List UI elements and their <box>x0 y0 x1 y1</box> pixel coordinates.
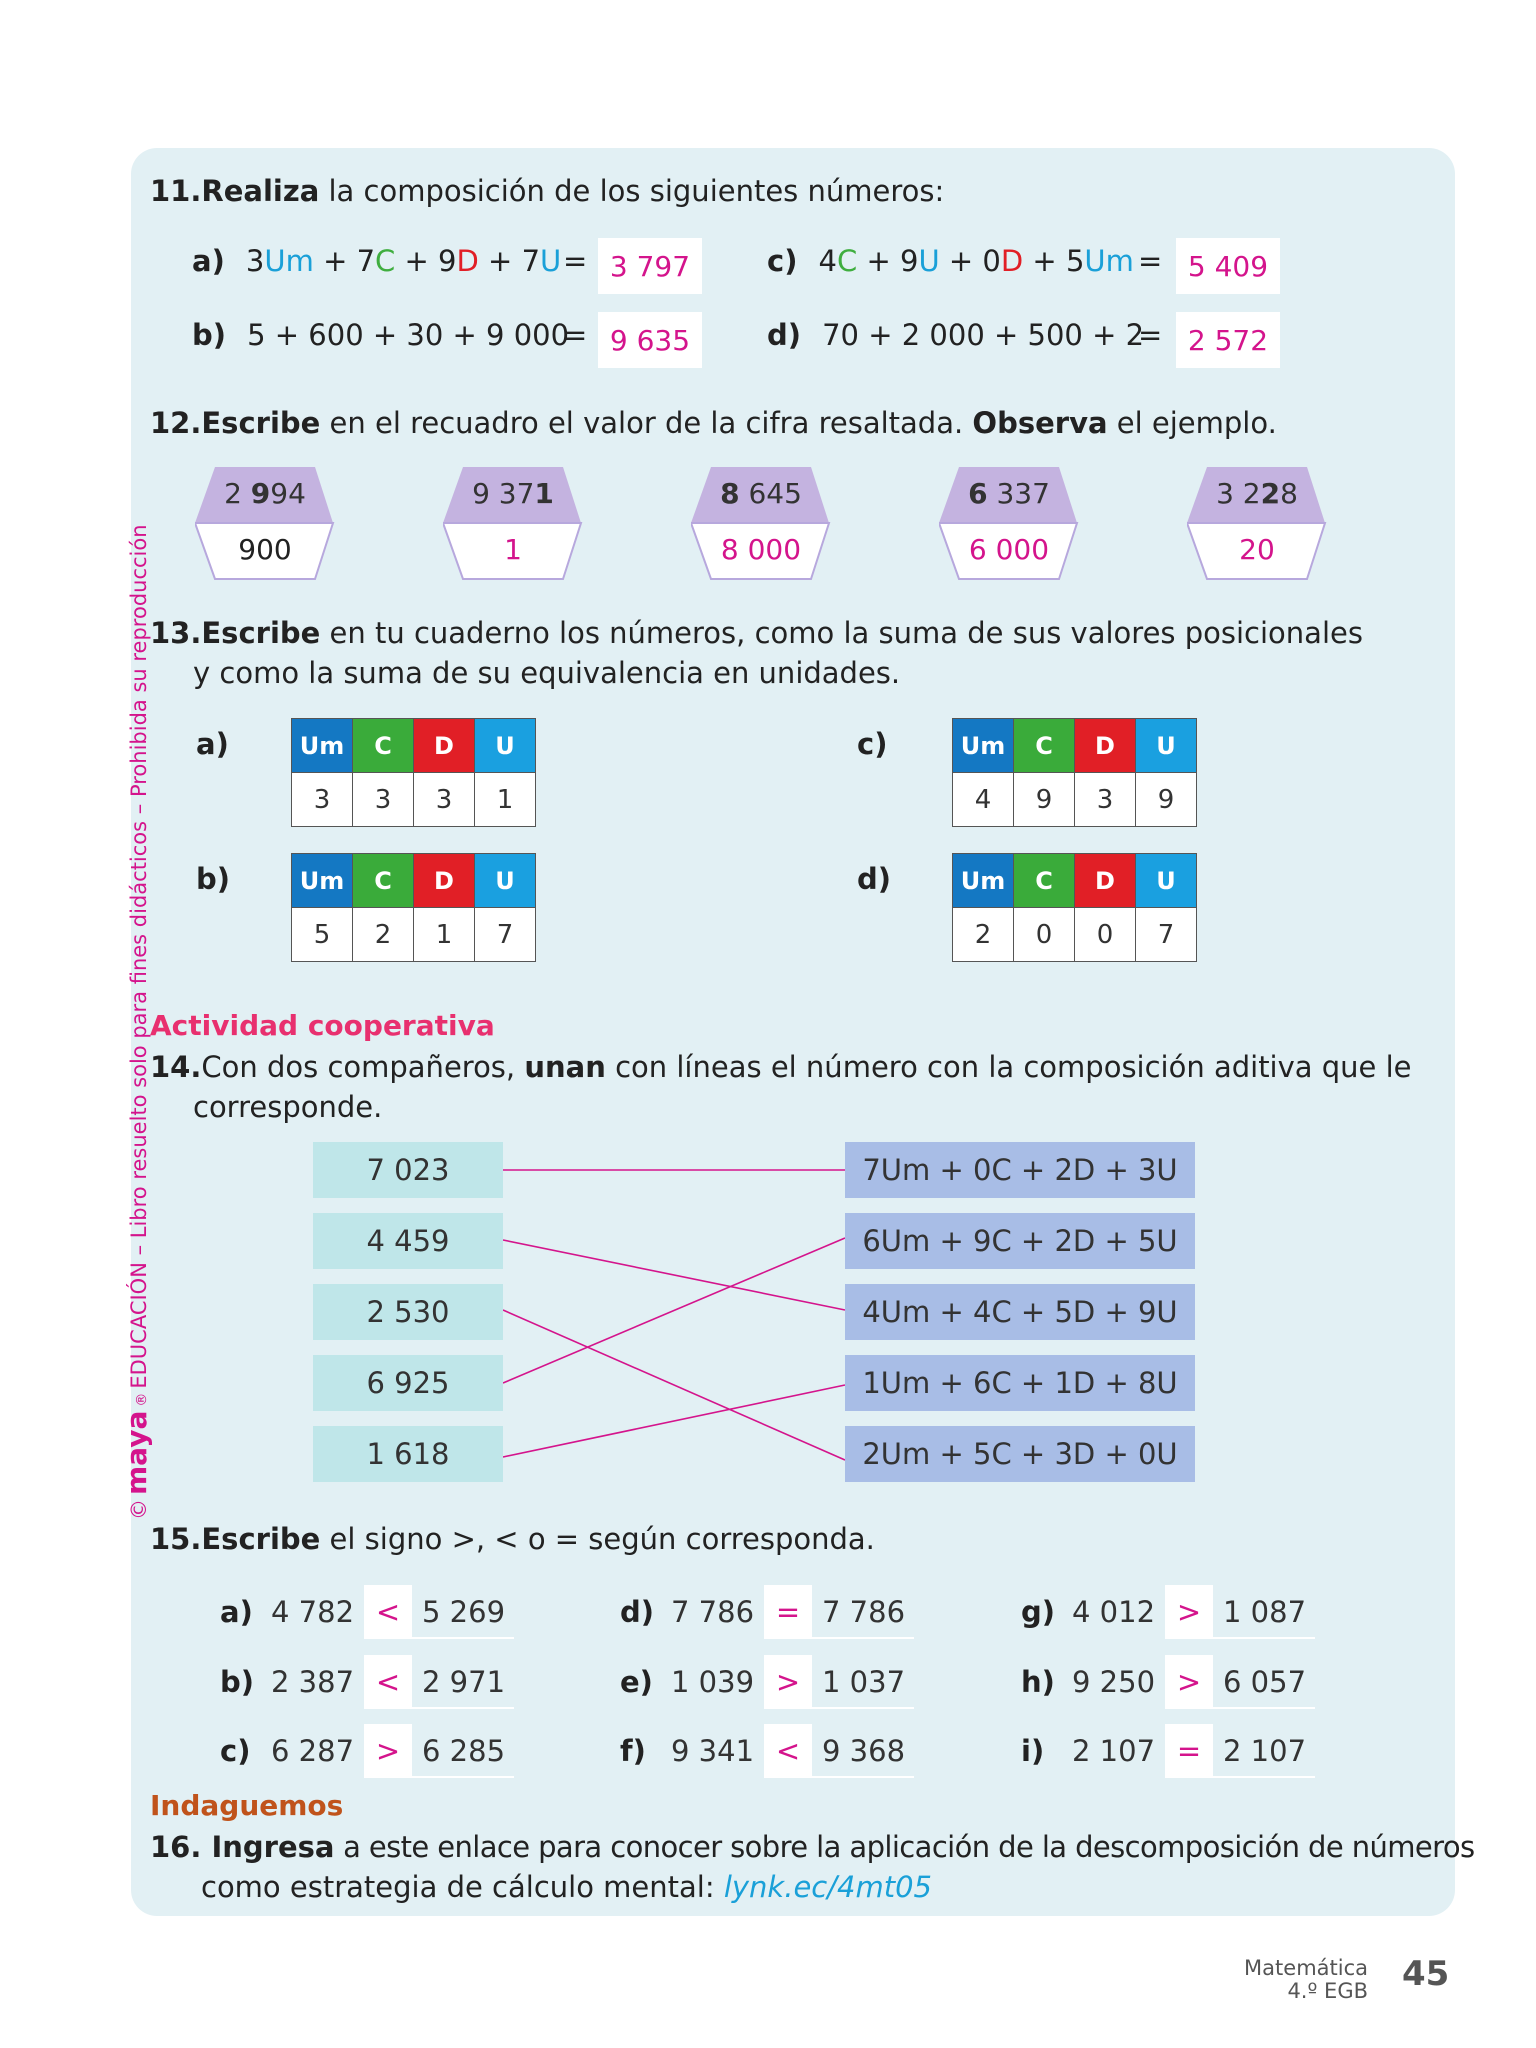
q11-item-b: b) 5 + 600 + 30 + 9 000 <box>192 318 570 352</box>
comparison-number-right: 6 057 <box>1213 1655 1315 1709</box>
place-value-header: Um <box>953 719 1014 773</box>
place-value-digit: 0 <box>1014 908 1075 962</box>
place-value-digit: 9 <box>1136 773 1197 827</box>
place-value-header: Um <box>292 854 353 908</box>
match-number-box[interactable]: 6 925 <box>313 1355 503 1411</box>
comparison-number-right: 7 786 <box>812 1585 914 1639</box>
place-value-header: C <box>1014 854 1075 908</box>
comparison-number-left: 4 782 <box>271 1595 355 1629</box>
comparison-item <box>220 1655 520 1709</box>
q16-heading: 16. Ingresa a este enlace para conocer sobre la aplicación de la descomposición de números <box>150 1830 1475 1864</box>
q13-item-letter: a) <box>196 727 229 761</box>
comparison-number-right: 6 285 <box>412 1724 514 1778</box>
place-value-header: Um <box>292 719 353 773</box>
match-number-box[interactable]: 1 618 <box>313 1426 503 1482</box>
place-value-digit: 3 <box>414 773 475 827</box>
place-value-digit: 4 <box>953 773 1014 827</box>
q16-link[interactable]: lynk.ec/4mt05 <box>723 1870 932 1904</box>
maya-logo: maya <box>120 1410 153 1495</box>
q11-b-answer[interactable]: 9 635 <box>598 312 702 368</box>
q11-d-answer[interactable]: 2 572 <box>1176 312 1280 368</box>
comparison-letter: e) <box>620 1665 653 1699</box>
comparison-letter: a) <box>220 1595 253 1629</box>
match-composition-box[interactable]: 7Um + 0C + 2D + 3U <box>845 1142 1195 1198</box>
comparison-number-right: 5 269 <box>412 1585 514 1639</box>
comparison-item <box>1021 1655 1321 1709</box>
q11-heading: 11.Realiza la composición de los siguientes números: <box>150 174 945 208</box>
q11-b-expression: 5 + 600 + 30 + 9 000 <box>247 318 570 352</box>
place-value-digit: 0 <box>1075 908 1136 962</box>
hexagon-number: 2 994 <box>224 477 306 510</box>
comparison-number-left: 2 387 <box>271 1665 355 1699</box>
q11-c-answer[interactable]: 5 409 <box>1176 238 1280 294</box>
q11-item-c: c) 4C + 9U + 0D + 5Um <box>767 244 1134 278</box>
comparison-item <box>620 1585 920 1639</box>
match-number-box[interactable]: 2 530 <box>313 1284 503 1340</box>
match-line-4459 <box>503 1240 845 1310</box>
comparison-sign[interactable]: < <box>764 1724 812 1778</box>
comparison-letter: f) <box>620 1734 646 1768</box>
hexagon-value[interactable]: 8 000 <box>720 533 802 566</box>
match-composition-box[interactable]: 4Um + 4C + 5D + 9U <box>845 1284 1195 1340</box>
place-value-digit: 1 <box>414 908 475 962</box>
hexagon-value[interactable]: 1 <box>504 533 522 566</box>
comparison-number-left: 6 287 <box>271 1734 355 1768</box>
comparison-letter: d) <box>620 1595 655 1629</box>
footer-grade: 4.º EGB <box>1287 1979 1368 2003</box>
q14-heading-line2: corresponde. <box>193 1090 383 1124</box>
place-value-header: C <box>1014 719 1075 773</box>
comparison-number-left: 2 107 <box>1072 1734 1156 1768</box>
comparison-letter: g) <box>1021 1595 1056 1629</box>
place-value-digit: 2 <box>953 908 1014 962</box>
place-value-header: U <box>475 854 536 908</box>
comparison-number-left: 9 341 <box>671 1734 755 1768</box>
q11-d-expression: 70 + 2 000 + 500 + 2 <box>822 318 1145 352</box>
q11-item-a: a) 3Um + 7C + 9D + 7U <box>192 244 562 278</box>
comparison-letter: b) <box>220 1665 255 1699</box>
q16-heading-line2: como estrategia de cálculo mental: lynk.ec/4mt05 <box>201 1870 932 1904</box>
indaguemos-title: Indaguemos <box>150 1789 344 1822</box>
q15-heading: 15.Escribe el signo >, < o = según corresponda. <box>150 1522 875 1556</box>
comparison-sign[interactable]: > <box>364 1724 412 1778</box>
match-line-2530 <box>503 1310 845 1460</box>
match-line-6925 <box>503 1238 845 1383</box>
copyright-side-text: © maya ® EDUCACIÓN – Libro resuelto solo para fines didácticos – Prohibida su reproducción <box>120 524 153 1520</box>
match-number-box[interactable]: 4 459 <box>313 1213 503 1269</box>
place-value-digit: 5 <box>292 908 353 962</box>
comparison-number-left: 7 786 <box>671 1595 755 1629</box>
hexagon-number: 9 371 <box>472 477 554 510</box>
place-value-digit: 2 <box>353 908 414 962</box>
q13-item-letter: c) <box>857 727 888 761</box>
comparison-number-right: 2 971 <box>412 1655 514 1709</box>
q11-a-expression: 3Um + 7C + 9D + 7U <box>245 244 562 278</box>
hexagon-value[interactable]: 6 000 <box>968 533 1050 566</box>
place-value-digit: 7 <box>1136 908 1197 962</box>
comparison-number-right: 1 087 <box>1213 1585 1315 1639</box>
match-line-1618 <box>503 1385 845 1457</box>
comparison-sign[interactable]: < <box>364 1585 412 1639</box>
place-value-digit: 1 <box>475 773 536 827</box>
hexagon-value: 900 <box>238 533 292 566</box>
page-number: 45 <box>1402 1954 1450 1994</box>
place-value-header: U <box>1136 719 1197 773</box>
q11-a-answer[interactable]: 3 797 <box>598 238 702 294</box>
comparison-sign[interactable]: = <box>764 1585 812 1639</box>
place-value-header: D <box>1075 719 1136 773</box>
comparison-letter: i) <box>1021 1734 1045 1768</box>
place-value-header: C <box>353 719 414 773</box>
cooperative-activity-title: Actividad cooperativa <box>150 1009 495 1042</box>
place-value-header: D <box>1075 854 1136 908</box>
comparison-number-left: 9 250 <box>1072 1665 1156 1699</box>
match-composition-box[interactable]: 6Um + 9C + 2D + 5U <box>845 1213 1195 1269</box>
comparison-item <box>1021 1585 1321 1639</box>
comparison-sign[interactable]: < <box>364 1655 412 1709</box>
q11-d-equals: = <box>1138 318 1163 352</box>
place-value-header: C <box>353 854 414 908</box>
comparison-letter: c) <box>220 1734 251 1768</box>
comparison-item <box>220 1724 520 1778</box>
match-number-box[interactable]: 7 023 <box>313 1142 503 1198</box>
place-value-digit: 3 <box>1075 773 1136 827</box>
comparison-sign[interactable]: > <box>1165 1655 1213 1709</box>
q14-heading: 14.Con dos compañeros, unan con líneas el número con la composición aditiva que le <box>150 1050 1412 1084</box>
comparison-sign[interactable]: > <box>764 1655 812 1709</box>
comparison-letter: h) <box>1021 1665 1055 1699</box>
match-composition-box[interactable]: 1Um + 6C + 1D + 8U <box>845 1355 1195 1411</box>
place-value-digit: 9 <box>1014 773 1075 827</box>
q13-item-letter: d) <box>857 862 892 896</box>
hexagon-number: 6 337 <box>968 477 1050 510</box>
q11-c-equals: = <box>1138 244 1163 278</box>
q11-item-d: d) 70 + 2 000 + 500 + 2 <box>767 318 1145 352</box>
comparison-item <box>620 1724 920 1778</box>
place-value-digit: 3 <box>292 773 353 827</box>
q13-item-letter: b) <box>196 862 231 896</box>
q11-c-expression: 4C + 9U + 0D + 5Um <box>818 244 1134 278</box>
q13-heading: 13.Escribe en tu cuaderno los números, como la suma de sus valores posicionales <box>150 616 1363 650</box>
comparison-item <box>620 1655 920 1709</box>
q13-heading-line2: y como la suma de su equivalencia en unidades. <box>193 656 901 690</box>
comparison-number-right: 2 107 <box>1213 1724 1315 1778</box>
hexagon-value[interactable]: 20 <box>1239 533 1275 566</box>
q11-b-equals: = <box>563 318 588 352</box>
comparison-item <box>1021 1724 1321 1778</box>
comparison-number-right: 9 368 <box>812 1724 914 1778</box>
comparison-number-left: 4 012 <box>1072 1595 1156 1629</box>
footer-subject: Matemática <box>1244 1956 1368 1980</box>
place-value-header: D <box>414 854 475 908</box>
q11-a-equals: = <box>563 244 588 278</box>
place-value-header: D <box>414 719 475 773</box>
comparison-number-left: 1 039 <box>671 1665 755 1699</box>
place-value-header: U <box>475 719 536 773</box>
match-composition-box[interactable]: 2Um + 5C + 3D + 0U <box>845 1426 1195 1482</box>
hexagon-number: 3 228 <box>1216 477 1298 510</box>
comparison-sign[interactable]: > <box>1165 1585 1213 1639</box>
q12-heading: 12.Escribe en el recuadro el valor de la cifra resaltada. Observa el ejemplo. <box>150 406 1277 440</box>
comparison-item <box>220 1585 520 1639</box>
place-value-digit: 3 <box>353 773 414 827</box>
place-value-header: U <box>1136 854 1197 908</box>
hexagon-number: 8 645 <box>720 477 802 510</box>
place-value-digit: 7 <box>475 908 536 962</box>
comparison-sign[interactable]: = <box>1165 1724 1213 1778</box>
comparison-number-right: 1 037 <box>812 1655 914 1709</box>
place-value-header: Um <box>953 854 1014 908</box>
